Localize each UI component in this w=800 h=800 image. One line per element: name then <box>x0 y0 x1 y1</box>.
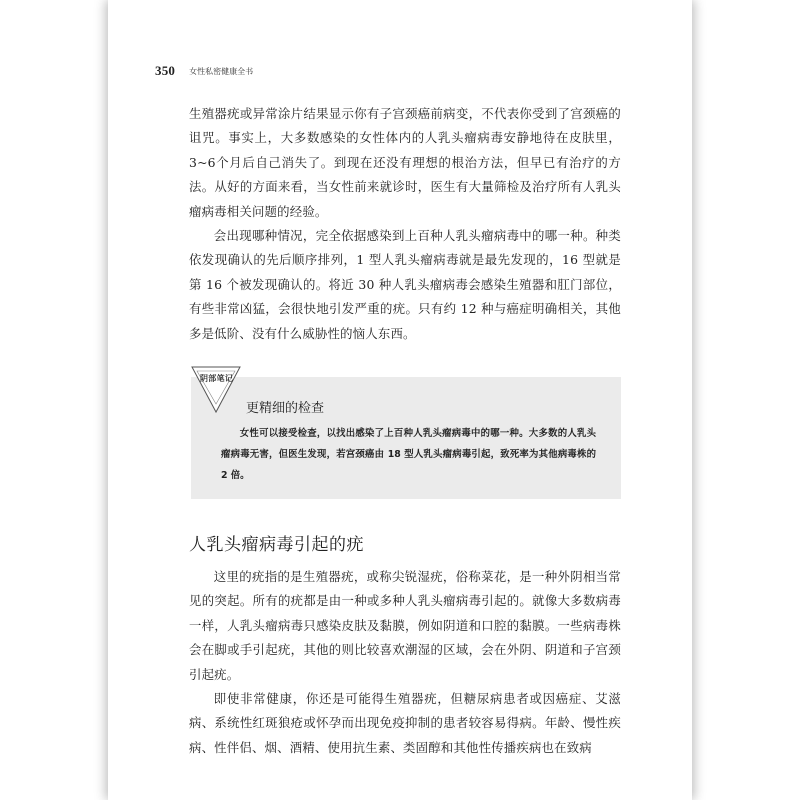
section-text <box>189 565 621 760</box>
page-number: 350 <box>155 63 176 78</box>
sidebar-tag-label: 阴部笔记 <box>200 374 234 383</box>
section-heading: 人乳头瘤病毒引起的疣 <box>189 535 364 555</box>
paragraph: 生殖器疣或异常涂片结果显示你有子宫颈癌前病变，不代表你受到了宫颈癌的诅咒。事实上，大多数感染的女性体内的人乳头瘤病毒安静地待在皮肤里，3~6个月后自己消失了。到现在还没有理想的根治方法，但早已有治疗的方法。从好的方面来看，当女性前来就诊时，医生有大量筛检及治疗所有人乳头瘤病毒相关问题的经验。 <box>189 106 621 219</box>
sidebar-text <box>221 423 596 486</box>
running-title: 女性私密健康全书 <box>189 67 254 76</box>
intro-text <box>189 102 621 346</box>
sidebar-paragraph: 女性可以接受检查，以找出感染了上百种人乳头瘤病毒中的哪一种。大多数的人乳头瘤病毒无害，但医生发现，若宫颈癌由 18 型人乳头瘤病毒引起，致死率为其他病毒株的 2 倍。 <box>221 428 596 481</box>
book-page <box>108 0 692 800</box>
paragraph: 即使非常健康，你还是可能得生殖器疣，但糖尿病患者或因癌症、艾滋病、系统性红斑狼疮或怀孕而出现免疫抑制的患者较容易得病。年龄、慢性疾病、性伴侣、烟、酒精、使用抗生素、类固醇和其他性传播疾病也在致病 <box>189 691 621 755</box>
paragraph: 这里的疣指的是生殖器疣，或称尖锐湿疣，俗称菜花，是一种外阴相当常见的突起。所有的疣都是由一种或多种人乳头瘤病毒引起的。就像大多数病毒一样，人乳头瘤病毒只感染皮肤及黏膜，例如阴道和口腔的黏膜。一些病毒株会在脚或手引起疣，其他的则比较喜欢潮湿的区域，会在外阴、阴道和子宫颈引起疣。 <box>189 569 621 682</box>
sidebar-title: 更精细的检查 <box>246 401 325 416</box>
page-header <box>155 60 253 79</box>
paragraph: 会出现哪种情况，完全依据感染到上百种人乳头瘤病毒中的哪一种。种类依发现确认的先后顺序排列，1 型人乳头瘤病毒就是最先发现的，16 型就是第 16 个被发现确认的。将近 30 种人乳头瘤病毒会感染生殖器和肛门部位，有些非常凶猛，会很快地引发严重的疣。只有约 12 种与癌症明确相关，其他多是低阶、没有什么威胁性的恼人东西。 <box>189 228 621 341</box>
